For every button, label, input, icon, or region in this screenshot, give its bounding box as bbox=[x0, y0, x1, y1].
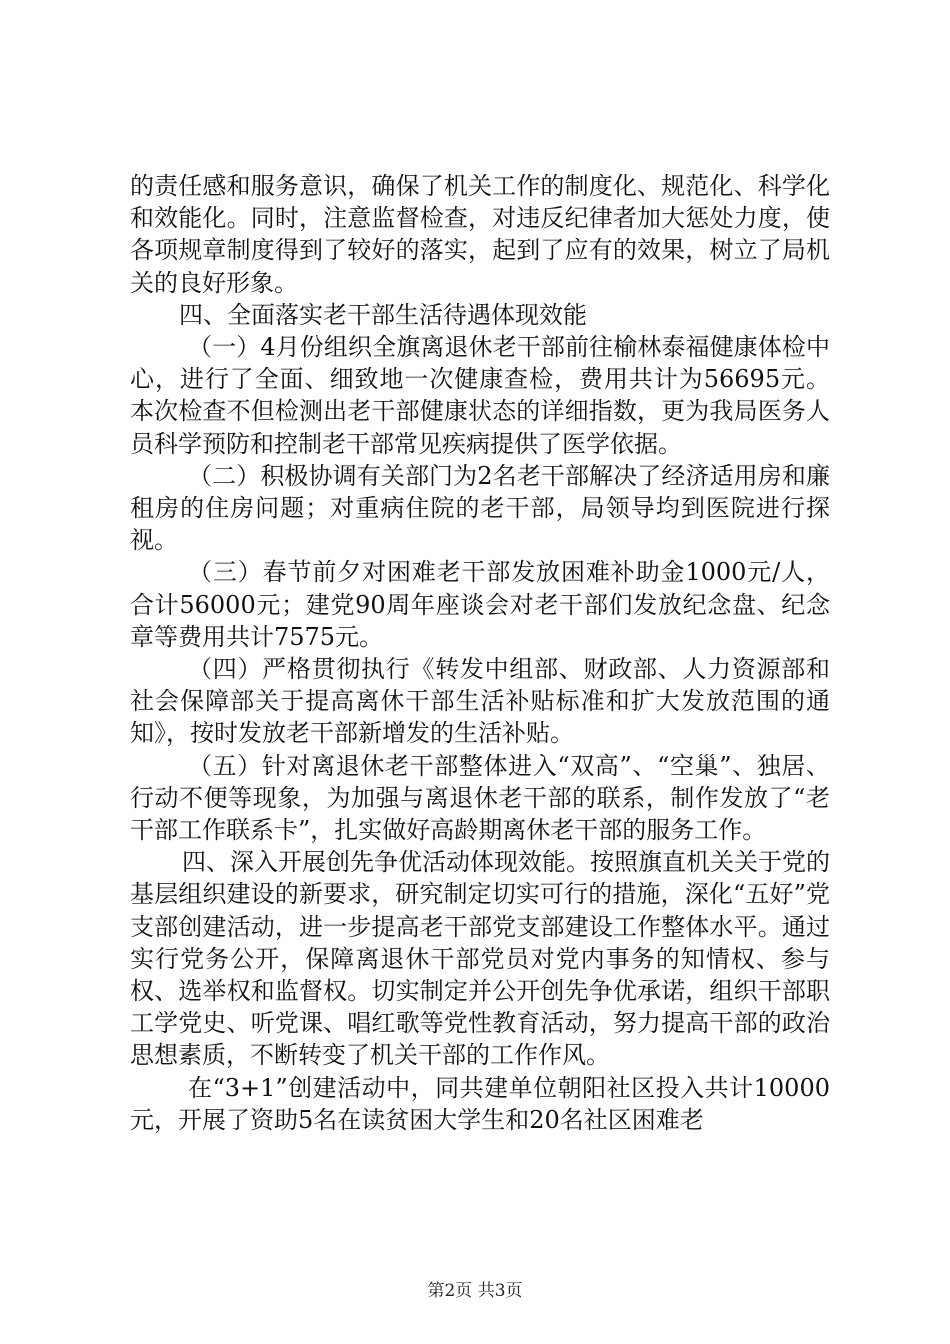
document-body bbox=[130, 170, 830, 1136]
paragraph-section-four-activities: 四、深入开展创先争优活动体现效能。按照旗直机关关于党的基层组织建设的新要求，研究制定切实可行的措施，深化“五好”党支部创建活动，进一步提高老干部党支部建设工作整体水平。通过实行党务公开，保障离退休干部党员对党内事务的知情权、参与权、选举权和监督权。切实制定并公开创先争优承诺，组织干部职工学党史、听党课、唱红歌等党性教育活动，努力提高干部的政治思想素质，不断转变了机关干部的工作作风。 bbox=[130, 848, 830, 1070]
paragraph-item-three: （三）春节前夕对困难老干部发放困难补助金1000元/人，合计56000元；建党90周年座谈会对老干部们发放纪念盘、纪念章等费用共计7575元。 bbox=[130, 558, 830, 651]
paragraph-item-one: （一）4月份组织全旗离退休老干部前往榆林泰福健康体检中心，进行了全面、细致地一次健康查检，费用共计为56695元。本次检查不但检测出老干部健康状态的详细指数，更为我局医务人员科学预防和控制老干部常见疾病提供了医学依据。 bbox=[130, 333, 830, 458]
paragraph-item-five: （五）针对离退休老干部整体进入“双高”、“空巢”、独居、行动不便等现象，为加强与离退休老干部的联系，制作发放了“老干部工作联系卡”，扎实做好高龄期离休老干部的服务工作。 bbox=[130, 751, 830, 845]
paragraph-continuation: 的责任感和服务意识，确保了机关工作的制度化、规范化、科学化和效能化。同时，注意监督检查，对违反纪律者加大惩处力度，使各项规章制度得到了较好的落实，起到了应有的效果，树立了局机关的良好形象。 bbox=[130, 172, 830, 297]
paragraph-3plus1-activity: 在“3+1”创建活动中，同共建单位朝阳社区投入共计10000元，开展了资助5名在读贫困大学生和20名社区困难老 bbox=[130, 1073, 830, 1134]
page-footer: 第2页 共3页 bbox=[427, 1281, 523, 1301]
paragraph-item-two: （二）积极协调有关部门为2名老干部解决了经济适用房和廉租房的住房问题；对重病住院的老干部，局领导均到医院进行探视。 bbox=[130, 461, 830, 555]
section-heading-four: 四、全面落实老干部生活待遇体现效能 bbox=[179, 300, 587, 329]
paragraph-item-four: （四）严格贯彻执行《转发中组部、财政部、人力资源部和社会保障部关于提高离休干部生活补贴标准和扩大发放范围的通知》，按时发放老干部新增发的生活补贴。 bbox=[130, 655, 830, 748]
